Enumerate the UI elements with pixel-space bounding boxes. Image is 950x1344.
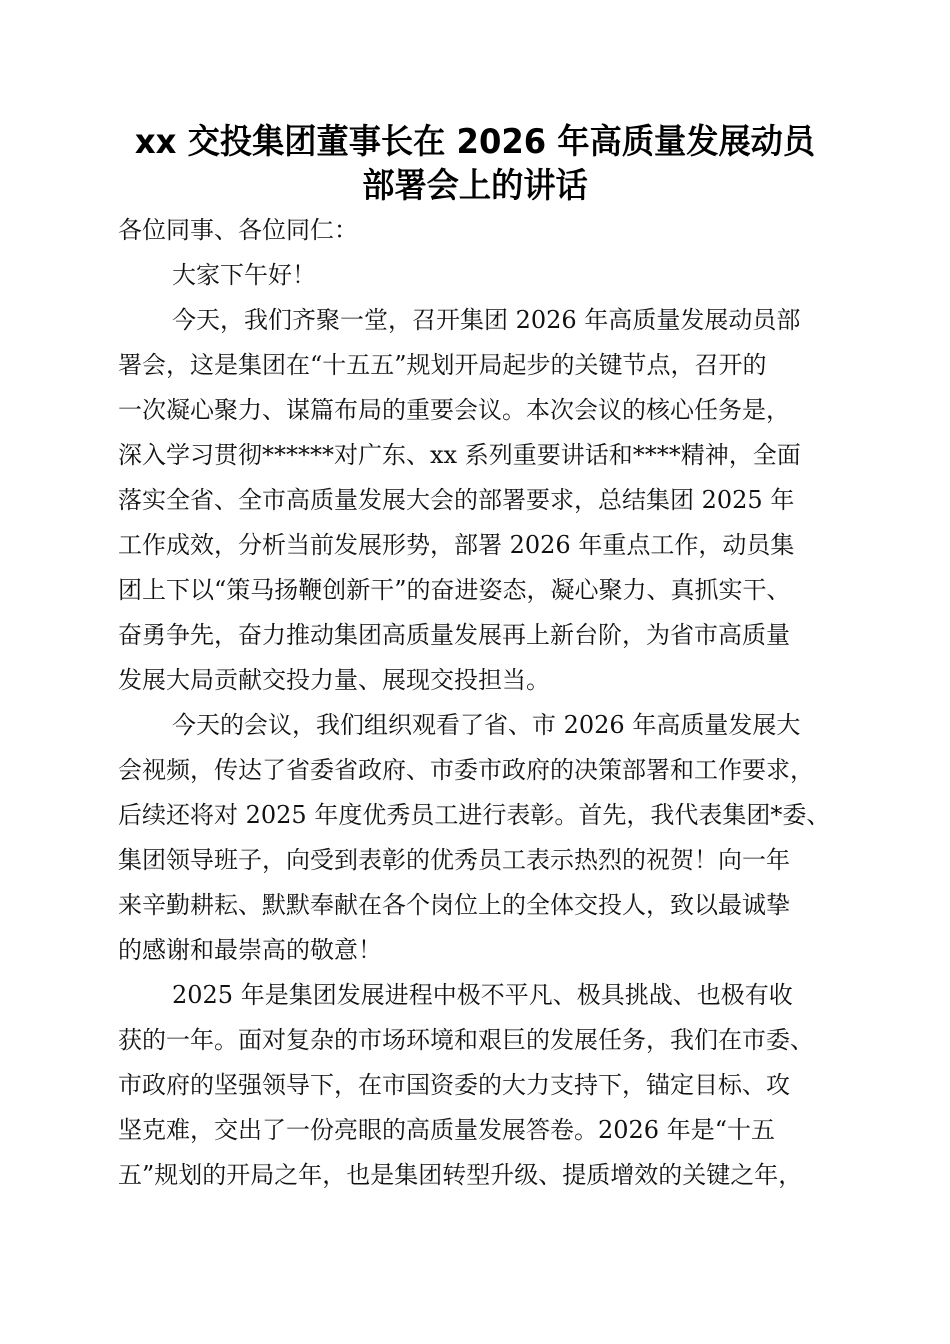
body-line: 来辛勤耕耘、默默奉献在各个岗位上的全体交投人，致以最诚挚 (118, 891, 790, 919)
body-line: 深入学习贯彻******对广东、xx 系列重要讲话和****精神，全面 (118, 441, 801, 469)
body-line: 今天的会议，我们组织观看了省、市 2026 年高质量发展大 (172, 711, 801, 739)
document-title-line-1: xx 交投集团董事长在 2026 年高质量发展动员 (134, 122, 816, 162)
body-line: 2025 年是集团发展进程中极不平凡、极具挑战、也极有收 (172, 981, 793, 1009)
body-line: 团上下以“策马扬鞭创新干”的奋进姿态，凝心聚力、真抓实干、 (118, 576, 791, 604)
body-line: 集团领导班子，向受到表彰的优秀员工表示热烈的祝贺！向一年 (118, 846, 790, 874)
body-line: 市政府的坚强领导下，在市国资委的大力支持下，锚定目标、攻 (118, 1071, 790, 1099)
body-line: 获的一年。面对复杂的市场环境和艰巨的发展任务，我们在市委、 (118, 1026, 814, 1054)
body-line: 发展大局贡献交投力量、展现交投担当。 (118, 666, 550, 694)
body-line: 今天，我们齐聚一堂，召开集团 2026 年高质量发展动员部 (172, 306, 801, 334)
body-line: 工作成效，分析当前发展形势，部署 2026 年重点工作，动员集 (118, 531, 795, 559)
body-line: 会视频，传达了省委省政府、市委市政府的决策部署和工作要求， (118, 756, 814, 784)
body-line: 奋勇争先，奋力推动集团高质量发展再上新台阶，为省市高质量 (118, 621, 790, 649)
body-line: 一次凝心聚力、谋篇布局的重要会议。本次会议的核心任务是， (118, 396, 790, 424)
greeting: 大家下午好！ (172, 261, 316, 289)
body-line: 落实全省、全市高质量发展大会的部署要求，总结集团 2025 年 (118, 486, 795, 514)
body-line: 后续还将对 2025 年度优秀员工进行表彰。首先，我代表集团*委、 (118, 801, 831, 829)
salutation: 各位同事、各位同仁： (118, 216, 358, 244)
body-line: 署会，这是集团在“十五五”规划开局起步的关键节点，召开的 (118, 351, 767, 379)
body-line: 的感谢和最崇高的敬意！ (118, 936, 382, 964)
body-line: 五”规划的开局之年，也是集团转型升级、提质增效的关键之年， (118, 1161, 803, 1189)
body-line: 坚克难，交出了一份亮眼的高质量发展答卷。2026 年是“十五 (118, 1116, 775, 1144)
document-title-line-2: 部署会上的讲话 (362, 166, 588, 206)
